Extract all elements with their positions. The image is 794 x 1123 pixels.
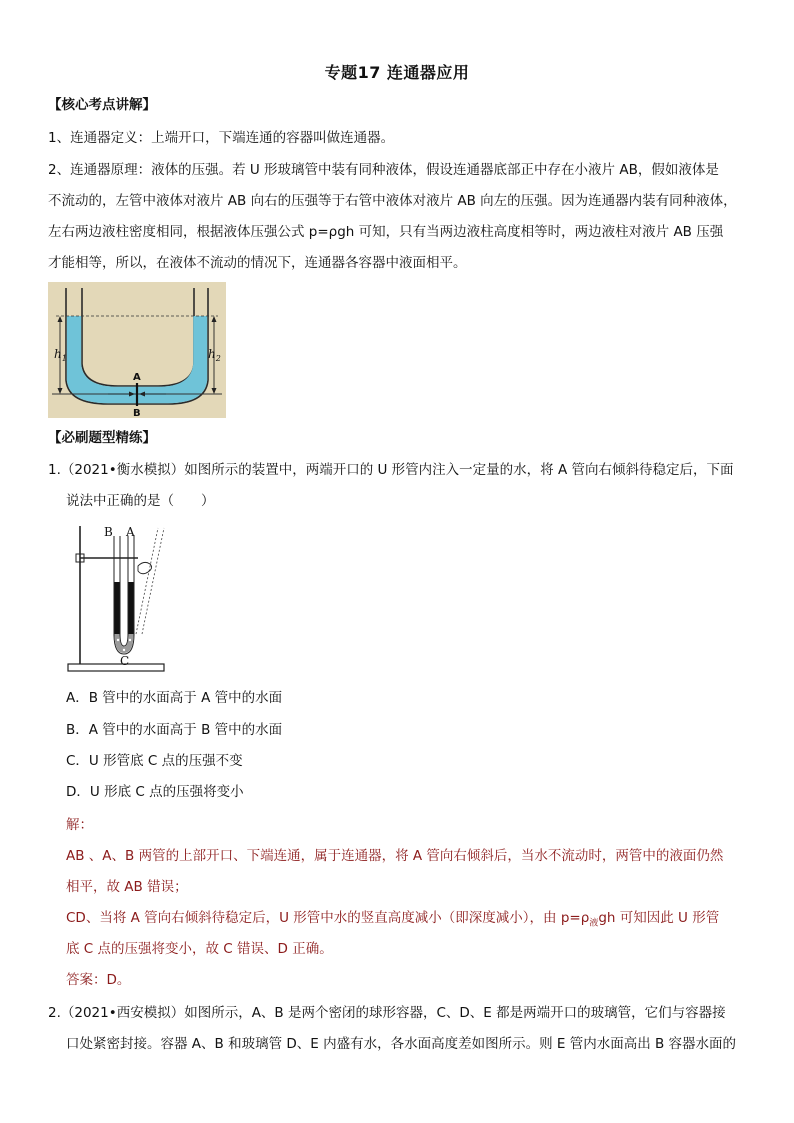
point-b-label: B xyxy=(133,408,141,418)
option-b: B．A 管中的水面高于 B 管中的水面 xyxy=(66,722,283,738)
question-1-line-2: 说法中正确的是（ ） xyxy=(66,493,215,509)
question-2-line-2: 口处紧密封接。容器 A、B 和玻璃管 D、E 内盛有水，各水面高度差如图所示。则 E 管内水面高出 B 容器水面的 xyxy=(66,1036,737,1052)
section-heading-core: 【核心考点讲解】 xyxy=(48,97,156,113)
h1-label: $h_1$ xyxy=(54,347,67,363)
solution-line-4: 底 C 点的压强将变小，故 C 错误、D 正确。 xyxy=(66,941,333,957)
question-1-line-1: 1.（2021•衡水模拟）如图所示的装置中，两端开口的 U 形管内注入一定量的水，将 A 管向右倾斜待稳定后，下面 xyxy=(48,462,734,478)
solution-line-3-sub: 液 xyxy=(589,918,599,929)
tube-a-label: A xyxy=(126,525,135,539)
solution-line-2: 相平，故 AB 错误； xyxy=(66,879,188,895)
h2-label: $h_2$ xyxy=(208,347,221,363)
principle-line-2: 不流动的，左管中液体对液片 AB 向右的压强等于右管中液体对液片 AB 向左的压强。因为连通器内装有同种液体， xyxy=(48,193,737,209)
page-title: 专题17 连通器应用 xyxy=(324,63,470,82)
tube-b-label: B xyxy=(104,525,113,539)
u-tube-diagram xyxy=(48,282,226,418)
u-tube-figure xyxy=(48,282,226,418)
option-c: C．U 形管底 C 点的压强不变 xyxy=(66,753,243,769)
stand-diagram xyxy=(66,522,176,677)
principle-line-4: 才能相等，所以，在液体不流动的情况下，连通器各容器中液面相平。 xyxy=(48,255,467,271)
answer-line: 答案：D。 xyxy=(66,972,131,988)
solution-line-3-b: gh 可知因此 U 形管 xyxy=(598,910,720,926)
point-a-label: A xyxy=(133,372,141,383)
question-2-line-1: 2.（2021•西安模拟）如图所示，A、B 是两个密闭的球形容器，C、D、E 都是两端开口的玻璃管，它们与容器接 xyxy=(48,1005,726,1021)
section-heading-practice: 【必刷题型精练】 xyxy=(48,430,156,446)
definition-paragraph: 1、连通器定义：上端开口，下端连通的容器叫做连通器。 xyxy=(48,130,395,146)
solution-line-3 xyxy=(66,908,719,934)
point-c-label: C xyxy=(120,654,130,668)
option-d: D．U 形底 C 点的压强将变小 xyxy=(66,784,244,800)
solution-label: 解： xyxy=(66,817,93,833)
option-a: A．B 管中的水面高于 A 管中的水面 xyxy=(66,690,283,706)
principle-line-3: 左右两边液柱密度相同，根据液体压强公式 p=ρgh 可知，只有当两边液柱高度相等时，两边液柱对液片 AB 压强 xyxy=(48,224,724,240)
stand-u-tube-figure xyxy=(66,522,176,677)
solution-line-1: AB 、A、B 两管的上部开口、下端连通，属于连通器，将 A 管向右倾斜后，当水不流动时，两管中的液面仍然 xyxy=(66,848,724,864)
solution-line-3-a: CD、当将 A 管向右倾斜待稳定后，U 形管中水的竖直高度减小（即深度减小），由 p=ρ xyxy=(66,910,590,926)
principle-line-1: 2、连通器原理：液体的压强。若 U 形玻璃管中装有同种液体，假设连通器底部正中存在小液片 AB，假如液体是 xyxy=(48,162,719,178)
